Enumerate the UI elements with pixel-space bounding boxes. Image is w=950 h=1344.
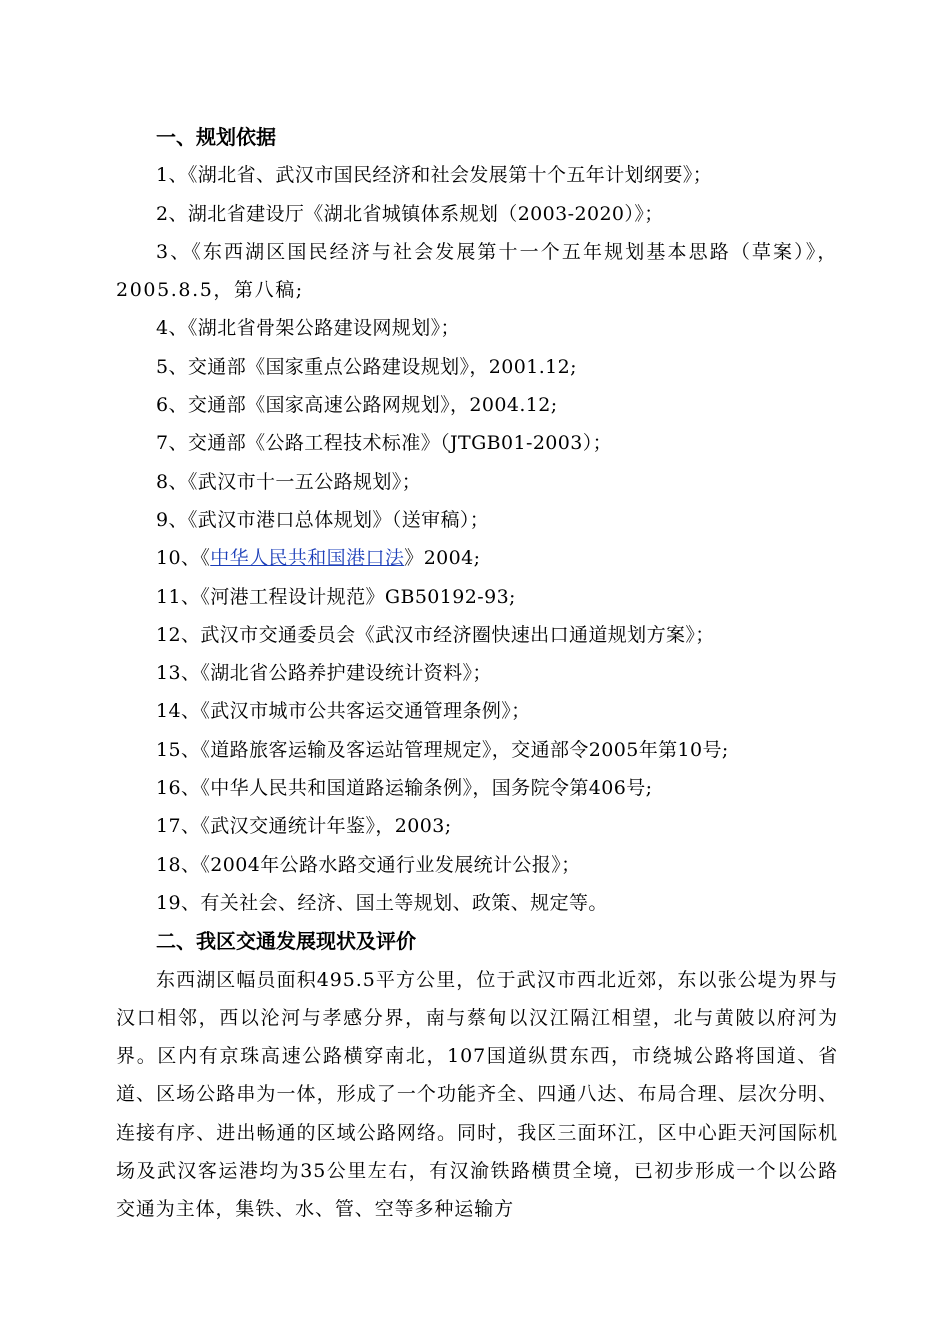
port-law-link[interactable]: 中华人民共和国港口法 xyxy=(210,547,405,570)
section-heading-planning-basis: 一、规划依据 xyxy=(156,125,276,149)
list-item: 4、《湖北省骨架公路建设网规划》； xyxy=(156,317,460,340)
list-item: 5、交通部《国家重点公路建设规划》，2001.12; xyxy=(156,355,577,378)
document-page xyxy=(116,118,838,1229)
list-item: 14、《武汉市城市公共客运交通管理条例》； xyxy=(156,700,531,723)
body-paragraph: 东西湖区幅员面积495.5平方公里，位于武汉市西北近郊，东以张公堤为界与汉口相邻，西以沦河与孝感分界，南与蔡甸以汉江隔江相望，北与黄陂以府河为界。区内有京珠高速公路横穿南北，107国道纵贯东西，市绕城公路将国道、省道、区场公路串为一体，形成了一个功能齐全、四通八达、布局合理、层次分明、连接有序、进出畅通的区域公路网络。同时，我区三面环江，区中心距天河国际机场及武汉客运港均为35公里左右，有汉渝铁路横贯全境，已初步形成一个以公路交通为主体，集铁、水、管、空等多种运输方 xyxy=(116,968,838,1221)
list-item: 1、《湖北省、武汉市国民经济和社会发展第十个五年计划纲要》； xyxy=(156,164,713,187)
list-item: 16、《中华人民共和国道路运输条例》，国务院令第406号; xyxy=(156,777,653,800)
list-item: 17、《武汉交通统计年鉴》，2003; xyxy=(156,815,452,838)
list-item: 3、《东西湖区国民经济与社会发展第十一个五年规划基本思路（草案）》，2005.8.5，第八稿; xyxy=(116,240,838,302)
list-item: 2、湖北省建设厅《湖北省城镇体系规划（2003-2020）》； xyxy=(156,202,664,225)
list-item-suffix: 》2004; xyxy=(404,547,481,570)
list-item: 13、《湖北省公路养护建设统计资料》； xyxy=(156,662,492,685)
list-item: 9、《武汉市港口总体规划》（送审稿）； xyxy=(156,508,490,531)
list-item: 15、《道路旅客运输及客运站管理规定》，交通部令2005年第10号; xyxy=(156,738,729,761)
list-item-prefix: 10、《 xyxy=(156,547,211,570)
list-item: 8、《武汉市十一五公路规划》； xyxy=(156,470,422,493)
section-heading-transport-status: 二、我区交通发展现状及评价 xyxy=(156,929,416,954)
list-item: 18、《2004年公路水路交通行业发展统计公报》； xyxy=(156,853,581,876)
list-item: 12、武汉市交通委员会《武汉市经济圈快速出口通道规划方案》； xyxy=(156,623,715,646)
list-item: 7、交通部《公路工程技术标准》（JTGB01-2003）； xyxy=(156,432,613,455)
list-item: 19、有关社会、经济、国土等规划、政策、规定等。 xyxy=(156,891,608,914)
list-item-port-law xyxy=(116,539,838,577)
list-item: 11、《河港工程设计规范》GB50192-93; xyxy=(156,585,516,608)
list-item: 6、交通部《国家高速公路网规划》，2004.12; xyxy=(156,394,558,417)
